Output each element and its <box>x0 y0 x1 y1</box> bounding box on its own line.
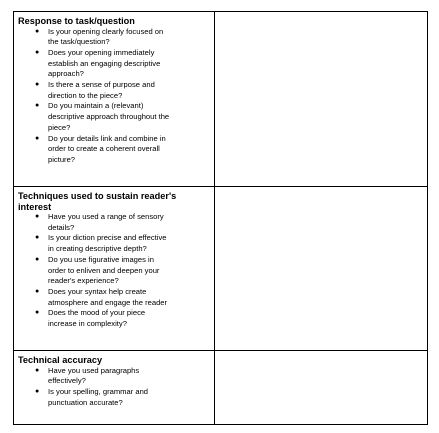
list-item: ● Is your spelling, grammar and punctuation accurate? <box>35 386 149 407</box>
list-item: ● Is your diction precise and effective in creating descriptive depth? <box>35 233 167 254</box>
section-heading-line: Techniques used to sustain reader's <box>18 191 177 201</box>
table-row <box>14 351 428 425</box>
section-heading <box>18 191 214 212</box>
list-item: ● Have you used a range of sensory details? <box>35 212 164 232</box>
list-item: ● Have you used paragraphs effectively? <box>35 365 140 386</box>
bullet-icon: ● <box>35 102 40 110</box>
section-heading-line: Response to task/question <box>18 16 135 26</box>
bullet-icon: ● <box>35 387 40 395</box>
bullet-icon: ● <box>35 234 40 242</box>
list-item: ● Is there a sense of purpose and direction to the piece? <box>35 80 155 100</box>
list-item: ● Do your details link and combine in order to create a coherent overall picture? <box>35 133 166 164</box>
section-heading-line: interest <box>18 201 52 212</box>
bullet-icon: ● <box>35 81 40 89</box>
bullet-icon: ● <box>35 287 40 295</box>
table-row <box>14 187 428 351</box>
bullet-icon: ● <box>35 48 40 56</box>
bullet-icon: ● <box>35 27 40 35</box>
bullet-icon: ● <box>35 309 40 317</box>
feedback-cell[interactable] <box>215 351 428 425</box>
section-heading <box>18 16 214 27</box>
question-list <box>18 27 214 166</box>
list-item: ● Does the mood of your piece increase in complexity? <box>35 308 146 329</box>
bullet-icon: ● <box>35 366 40 374</box>
feedback-cell[interactable] <box>215 12 428 187</box>
feedback-cell[interactable] <box>215 187 428 351</box>
list-item: ● Do you use figurative images in order to enliven and deepen your reader's experience? <box>35 254 160 286</box>
list-item: ● Is your opening clearly focused on the task/question? <box>35 26 164 47</box>
table-row <box>14 12 428 187</box>
question-list <box>18 366 214 409</box>
self-assessment-table <box>13 11 428 425</box>
section-heading <box>18 355 214 366</box>
section-heading-line: Technical accuracy <box>18 355 103 365</box>
list-item: ● Does your syntax help create atmosphere and engage the reader <box>35 286 168 307</box>
bullet-icon: ● <box>35 134 40 142</box>
bullet-icon: ● <box>35 255 40 263</box>
list-item: ● Does your opening immediately establish an engaging descriptive approach? <box>35 47 161 79</box>
criteria-cell <box>14 351 215 425</box>
criteria-cell <box>14 187 215 351</box>
bullet-icon: ● <box>35 213 40 220</box>
list-item: ● Do you maintain a (relevant) descriptive approach throughout the piece? <box>35 101 170 132</box>
criteria-cell <box>14 12 215 187</box>
question-list <box>18 212 214 330</box>
